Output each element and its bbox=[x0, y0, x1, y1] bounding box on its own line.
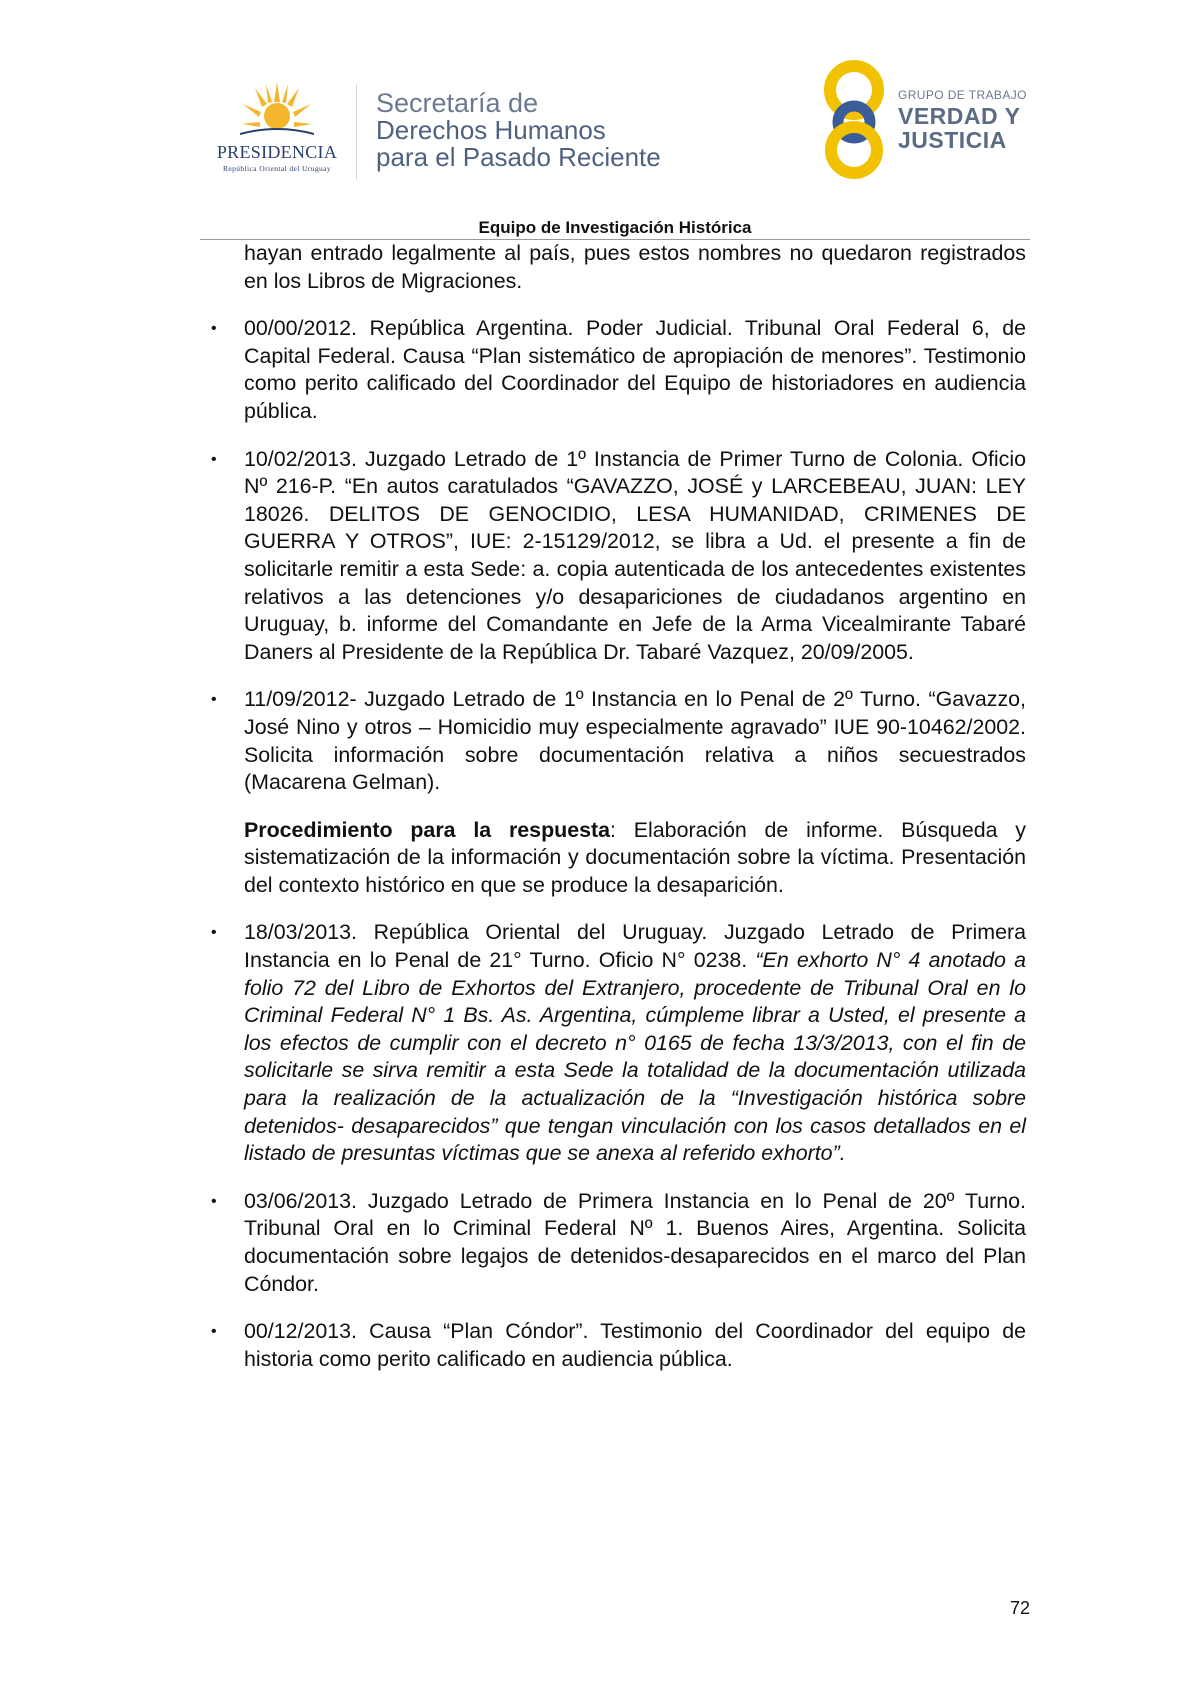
secretaria-line-3: para el Pasado Reciente bbox=[376, 142, 661, 172]
presidencia-subtitle: República Oriental del Uruguay bbox=[222, 164, 331, 173]
secretaria-line-2: Derechos Humanos bbox=[376, 115, 606, 145]
list-item bbox=[211, 315, 1026, 425]
item-text: 03/06/2013. Juzgado Letrado de Primera Instancia en lo Penal de 20º Turno. Tribunal Oral en lo Criminal Federal Nº 1. Buenos Aires, Argentina. Solicita documentación sobre legajos de detenidos-desaparecidos en el marco del Plan Cóndor. bbox=[244, 1188, 1026, 1296]
page-header bbox=[0, 0, 1190, 240]
item-quote: “En exhorto N° 4 anotado a folio 72 del Libro de Exhortos del Extranjero, procedente de Tribunal Oral en lo Criminal Federal N° 1 Bs. As. Argentina, cúmpleme librar a Usted, el presente a los efectos de cumplir con el decreto n° 0165 de fecha 13/3/2013, con el fin de solicitarle se sirva remitir a esta Sede la totalidad de la documentación utilizada para la realización de la actualización de la “Investigación histórica sobre detenidos- desaparecidos” que tengan vinculación con los casos detallados en el listado de presuntas víctimas que se anexa al referido exhorto”. bbox=[244, 948, 1027, 1166]
item-text: 00/12/2013. Causa “Plan Cóndor”. Testimonio del Coordinador del equipo de historia como perito calificado en audiencia pública. bbox=[244, 1319, 1026, 1371]
bullet: • bbox=[211, 924, 217, 942]
item-text: 00/00/2012. República Argentina. Poder Judicial. Tribunal Oral Federal 6, de Capital Federal. Causa “Plan sistemático de apropiación de menores”. Testimonio como perito calificado del Coordinador del Equipo de historiadores en audiencia pública. bbox=[244, 316, 1026, 423]
bullet: • bbox=[211, 1323, 217, 1341]
team-heading: Equipo de Investigación Histórica bbox=[478, 218, 752, 237]
sun-icon bbox=[240, 80, 314, 142]
list-item bbox=[211, 686, 1026, 899]
intro-paragraph: hayan entrado legalmente al país, pues estos nombres no quedaron registrados en los Libros de Migraciones. bbox=[244, 241, 1026, 293]
procedure-paragraph bbox=[244, 817, 1026, 900]
bullet: • bbox=[211, 691, 217, 709]
procedure-text: : Elaboración de informe. Búsqueda y sistematización de la información y documentación sobre la víctima. Presentación del contexto histórico en que se produce la desaparición. bbox=[244, 817, 1026, 897]
bullet: • bbox=[211, 450, 217, 468]
gt-line-3: JUSTICIA bbox=[898, 127, 1007, 153]
bullet: • bbox=[211, 1192, 217, 1210]
presidencia-logo bbox=[198, 80, 356, 180]
list-item bbox=[211, 1188, 1026, 1298]
list-item bbox=[211, 1318, 1026, 1373]
logo-divider bbox=[356, 84, 357, 180]
presidencia-name: PRESIDENCIA bbox=[216, 142, 338, 162]
item-text: 11/09/2012- Juzgado Letrado de 1º Instancia en lo Penal de 2º Turno. “Gavazzo, José Nino y otros – Homicidio muy especialmente agravado” IUE 90-10462/2002. Solicita información sobre documentación relativa a niños secuestrados (Macarena Gelman). bbox=[244, 687, 1026, 795]
item-list bbox=[211, 315, 1027, 1373]
gt-line-1: GRUPO DE TRABAJO bbox=[898, 88, 1027, 102]
secretaria-logo-text bbox=[376, 90, 661, 171]
secretaria-line-1: Secretaría de bbox=[376, 88, 539, 118]
item-text: 18/03/2013. República Oriental del Uruguay. Juzgado Letrado de Primera Instancia en lo Penal de 21° Turno. Oficio N° 0238. bbox=[244, 920, 1026, 973]
procedure-label: Procedimiento para la respuesta bbox=[244, 817, 611, 842]
page-number: 72 bbox=[1009, 1598, 1030, 1618]
item-text: 10/02/2013. Juzgado Letrado de 1º Instancia de Primer Turno de Colonia. Oficio Nº 216-P. “En autos caratulados “GAVAZZO, JOSÉ y LARCEBEAU, JUAN: LEY 18026. DELITOS DE GENOCIDIO, LESA HUMANIDAD, CRIMENES DE GUERRA Y OTROS”, IUE: 2-15129/2012, se libra a Ud. el presente a fin de solicitarle remitir a esta Sede: a. copia autenticada de los antecedentes existentes relativos a las detenciones y/o desapariciones de ciudadanos argentino en Uruguay, b. informe del Comandante en Jefe de la Arma Vicealmirante Tabaré Daners al Presidente de la República Dr. Tabaré Vazquez, 20/09/2005. bbox=[244, 446, 1026, 664]
page-body bbox=[211, 240, 1027, 1373]
list-item bbox=[211, 919, 1027, 1167]
list-item bbox=[211, 446, 1026, 667]
gt-line-2: VERDAD Y bbox=[898, 103, 1021, 129]
bullet: • bbox=[211, 320, 217, 338]
verdad-justicia-logo-text bbox=[898, 88, 1027, 152]
